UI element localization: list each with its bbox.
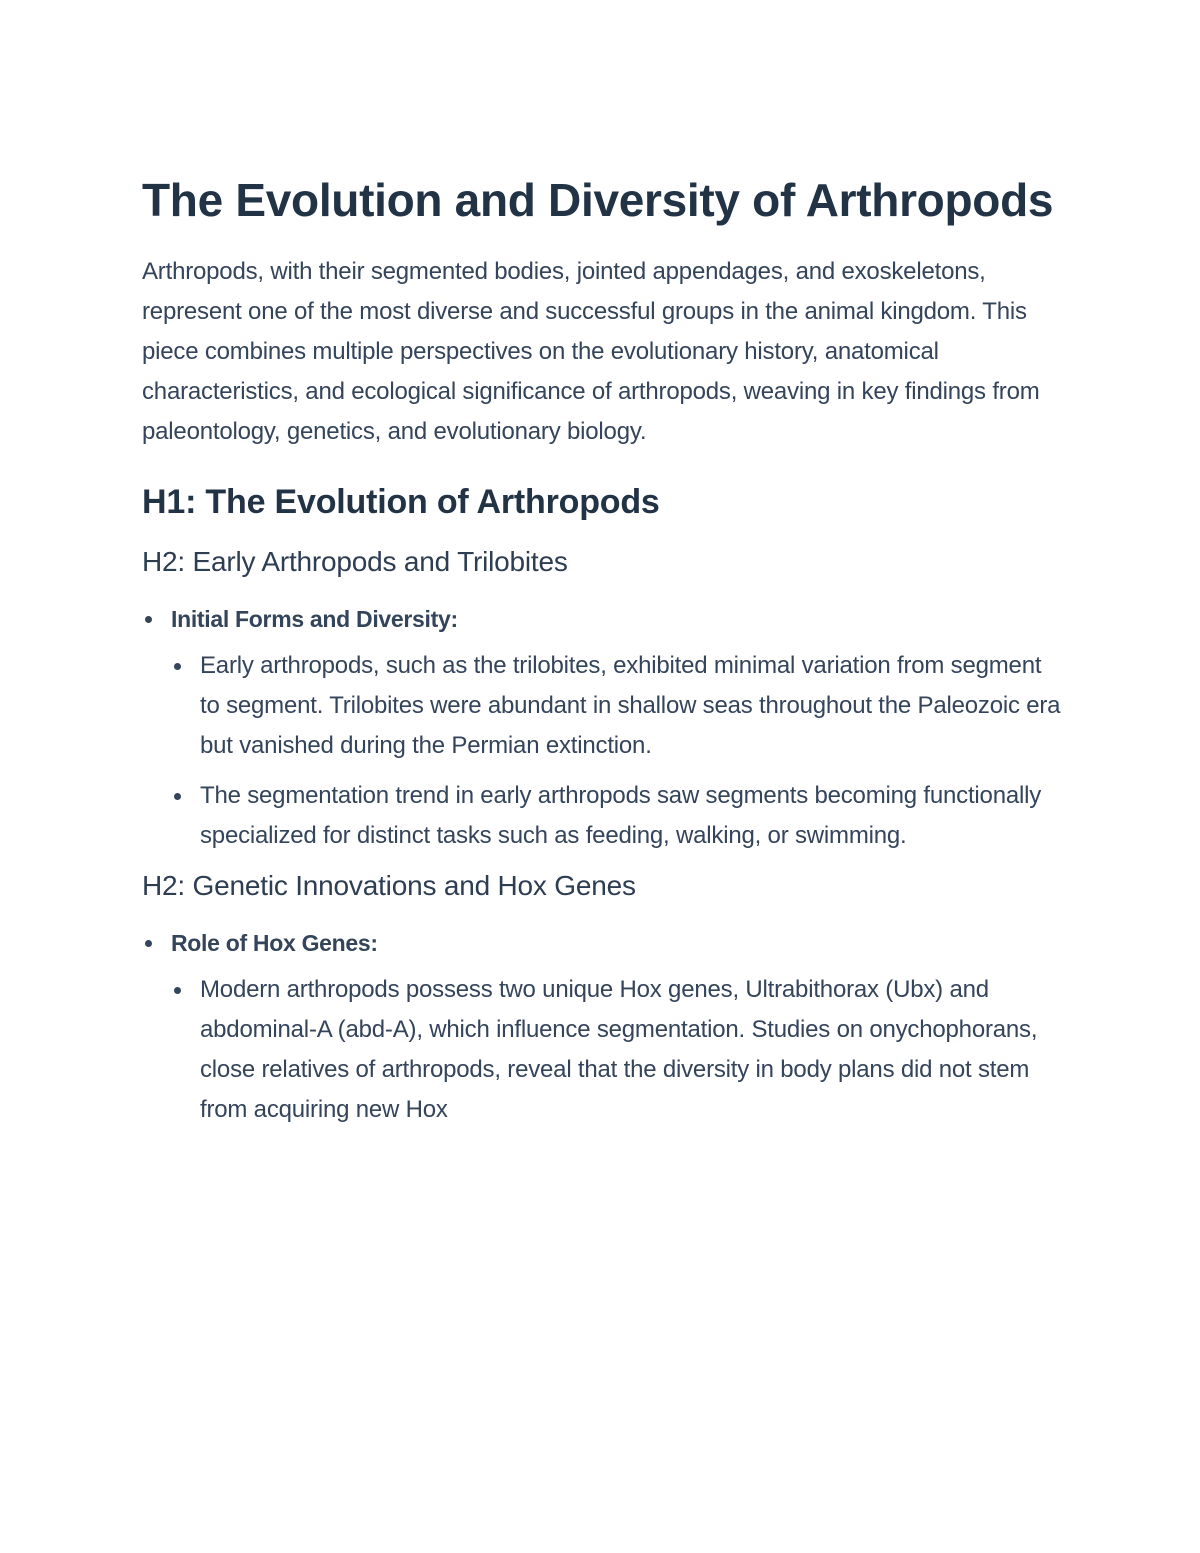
bullet-dot-icon xyxy=(174,987,181,994)
list-item xyxy=(142,600,1062,856)
bullet-list xyxy=(142,924,1062,1130)
subsection-heading: H2: Early Arthropods and Trilobites xyxy=(142,546,568,577)
list-item-text: Modern arthropods possess two unique Hox genes, Ultrabithorax (Ubx) and abdominal-A (abd-A), which influence segmentation. Studies on onychophorans, close relatives of arthropods, reveal that the diversity in body plans did not stem from acquiring new Hox xyxy=(200,976,1038,1123)
subsection-heading: H2: Genetic Innovations and Hox Genes xyxy=(142,870,636,901)
bullet-dot-icon xyxy=(174,793,181,800)
nested-list-item xyxy=(171,776,1062,856)
list-item-label: Initial Forms and Diversity: xyxy=(171,606,458,632)
list-item-label: Role of Hox Genes: xyxy=(171,930,378,956)
nested-bullet-list xyxy=(171,646,1062,856)
bullet-dot-icon xyxy=(174,663,181,670)
document-title: The Evolution and Diversity of Arthropods xyxy=(142,174,1054,226)
intro-paragraph: Arthropods, with their segmented bodies, jointed appendages, and exoskeletons, represent one of the most diverse and successful groups in the animal kingdom. This piece combines multiple perspectives on the evolutionary history, anatomical characteristics, and ecological significance of arthropods, weaving in key findings from paleontology, genetics, and evolutionary biology. xyxy=(142,258,1040,445)
list-item xyxy=(142,924,1062,1130)
nested-list-item xyxy=(171,646,1062,766)
bullet-dot-icon xyxy=(145,616,152,623)
bullet-dot-icon xyxy=(145,940,152,947)
section-heading-h1: H1: The Evolution of Arthropods xyxy=(142,483,660,521)
bullet-list xyxy=(142,600,1062,856)
list-item-text: Early arthropods, such as the trilobites, exhibited minimal variation from segment to segment. Trilobites were abundant in shallow seas throughout the Paleozoic era but vanished during the Permian extinction. xyxy=(200,652,1061,759)
list-item-text: The segmentation trend in early arthropods saw segments becoming functionally specialized for distinct tasks such as feeding, walking, or swimming. xyxy=(200,782,1042,849)
nested-list-item xyxy=(171,970,1062,1130)
document-page xyxy=(142,168,1062,1140)
nested-bullet-list xyxy=(171,970,1062,1130)
